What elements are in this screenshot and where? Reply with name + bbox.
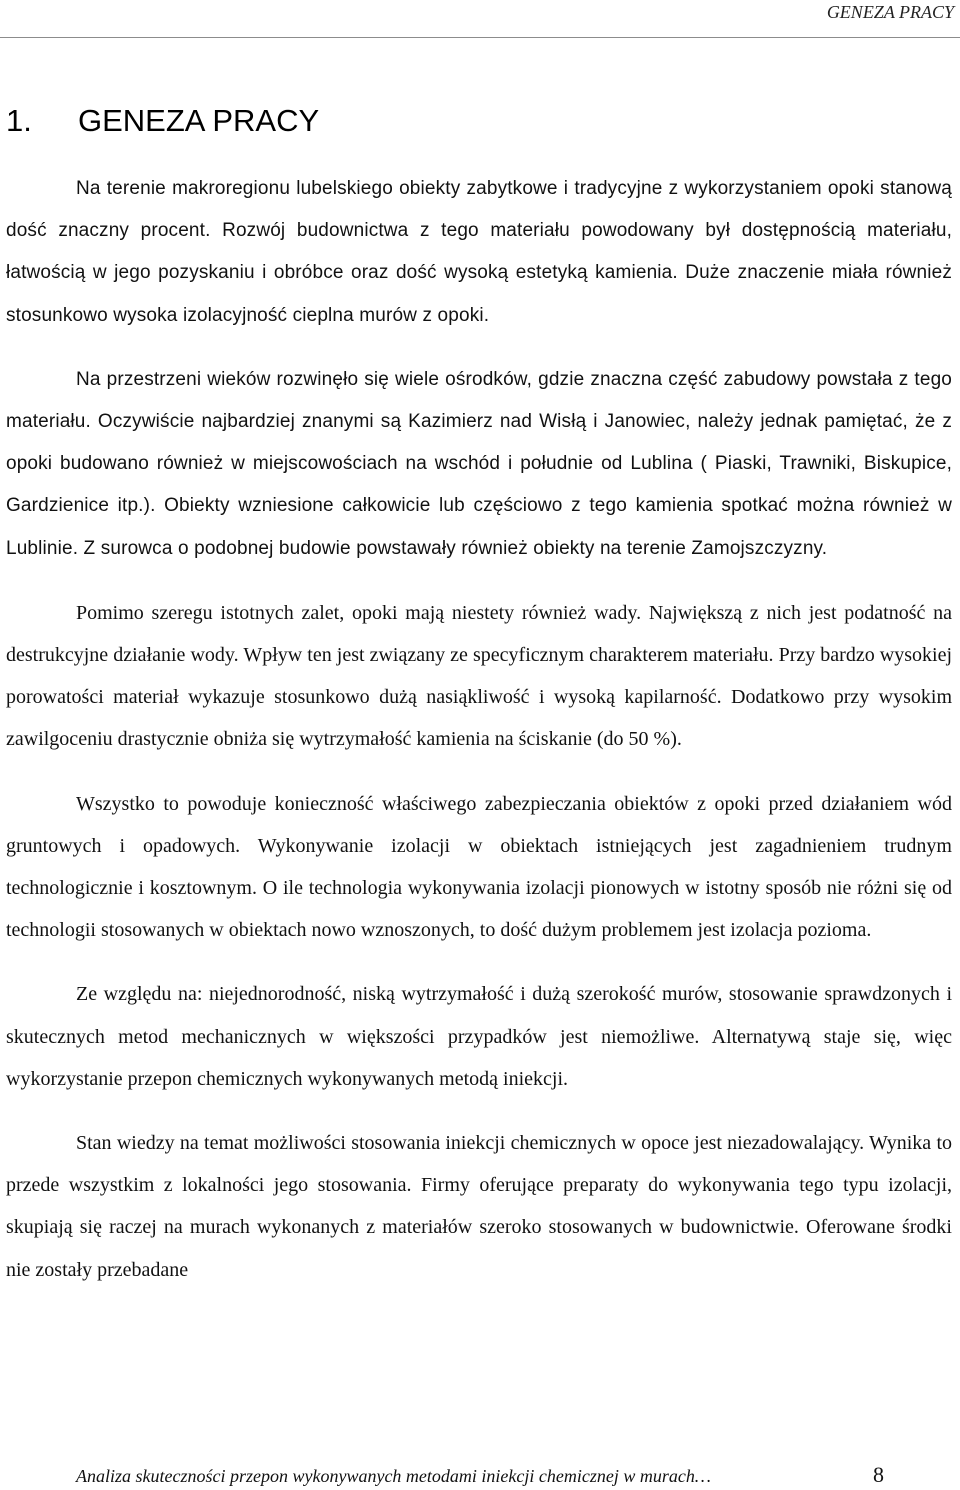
paragraph-3: Pomimo szeregu istotnych zalet, opoki mają niestety również wady. Największą z nich jest podatność na destrukcyjne działanie wody. Wpływ ten jest związany ze specyficznym charakterem materiału. Przy bardzo wysokiej porowatości materiał wykazuje stosunkowo dużą nasiąkliwość i wysoką kapilarność. Dodatkowo przy wysokim zawilgoceniu drastycznie obniża się wytrzymałość kamienia na ściskanie (do 50 %). (6, 601, 952, 751)
footer-text: Analiza skuteczności przepon wykonywanych metodami iniekcji chemicznej w murach… (76, 1466, 711, 1486)
page-footer (76, 1462, 884, 1490)
page-header (0, 0, 960, 38)
paragraph-5: Ze względu na: niejednorodność, niską wytrzymałość i dużą szerokość murów, stosowanie sprawdzonych i skutecznych metod mechanicznych w większości przypadków jest niemożliwe. Alternatywą staje się, więc wykorzystanie przepon chemicznych wykonywanych metodą iniekcji. (6, 983, 952, 1090)
chapter-title: GENEZA PRACY (78, 103, 320, 138)
chapter-heading (6, 102, 319, 140)
header-rule (0, 37, 960, 38)
page-number: 8 (873, 1462, 884, 1487)
paragraph-1: Na terenie makroregionu lubelskiego obiekty zabytkowe i tradycyjne z wykorzystaniem opoki stanową dość znaczny procent. Rozwój budownictwa z tego materiału powodowany był dostępnością materiału, łatwością w jego pozyskaniu i obróbce oraz dość wysoką estetyką kamienia. Duże znaczenie miała również stosunkowo wysoka izolacyjność cieplna murów z opoki. (6, 178, 952, 326)
paragraph-2: Na przestrzeni wieków rozwinęło się wiele ośrodków, gdzie znaczna część zabudowy powstała z tego materiału. Oczywiście najbardziej znanymi są Kazimierz nad Wisłą i Janowiec, należy jednak pamiętać, że z opoki budowano również w miejscowościach na wschód i południe od Lublina ( Piaski, Trawniki, Biskupice, Gardzienice itp.). Obiekty wzniesione całkowicie lub częściowo z tego kamienia spotkać można również w Lublinie. Z surowca o podobnej budowie powstawały również obiekty na terenie Zamojszczyzny. (6, 368, 952, 559)
paragraph-6: Stan wiedzy na temat możliwości stosowania iniekcji chemicznych w opoce jest niezadowalający. Wynika to przede wszystkim z lokalności jego stosowania. Firmy oferujące preparaty do wykonywania tego typu izolacji, skupiają się raczej na murach wykonanych z materiałów szeroko stosowanych w budownictwie. Oferowane środki nie zostały przebadane (6, 1132, 952, 1281)
running-title: GENEZA PRACY (826, 2, 954, 22)
chapter-number: 1. (6, 103, 32, 138)
body-text (6, 168, 952, 1291)
paragraph-4: Wszystko to powoduje konieczność właściwego zabezpieczania obiektów z opoki przed działaniem wód gruntowych i opadowych. Wykonywanie izolacji w obiektach istniejących jest zagadnieniem trudnym technologicznie i kosztownym. O ile technologia wykonywania izolacji pionowych w istotny sposób nie różni się od technologii stosowanych w obiektach nowo wznoszonych, to dość dużym problemem jest izolacja pozioma. (6, 792, 952, 942)
